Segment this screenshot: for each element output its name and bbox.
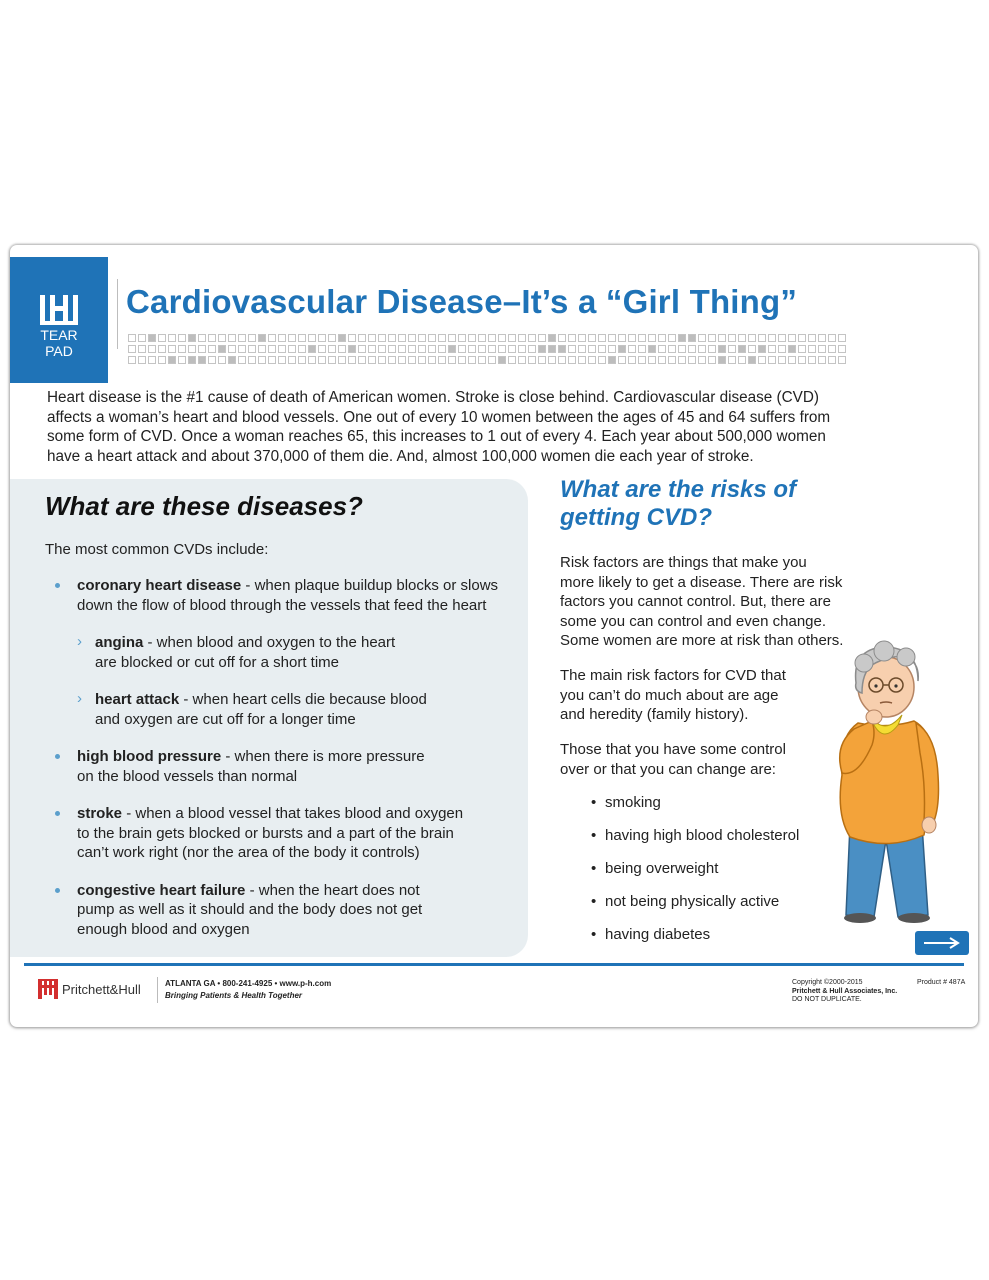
grid-square [439,346,446,353]
next-page-button[interactable] [915,931,969,955]
grid-square [299,357,306,364]
grid-square [529,335,536,342]
grid-square [309,357,316,364]
grid-square [499,346,506,353]
grid-square [129,357,136,364]
bullet-icon [55,754,60,759]
grid-square [719,357,726,364]
grid-square [449,346,456,353]
grid-square [819,335,826,342]
grid-square [459,335,466,342]
grid-square [329,335,336,342]
grid-square [429,335,436,342]
grid-square [599,357,606,364]
diseases-lead: The most common CVDs include: [45,541,269,558]
grid-square [139,335,146,342]
grid-square [299,346,306,353]
grid-square [599,346,606,353]
grid-square [499,357,506,364]
grid-square [199,335,206,342]
grid-square [419,335,426,342]
list-item: coronary heart disease - when plaque buildup blocks or slows down the flow of blood through the vessels that feed the heart [45,576,525,615]
grid-square [469,357,476,364]
grid-square [559,346,566,353]
grid-square [159,357,166,364]
grid-square [499,335,506,342]
grid-square [539,335,546,342]
grid-square [669,346,676,353]
grid-square [389,346,396,353]
risk-list [589,794,799,959]
grid-square [319,357,326,364]
grid-square [179,357,186,364]
grid-square [509,357,516,364]
grid-square [509,335,516,342]
grid-square [379,346,386,353]
grid-square [389,357,396,364]
grid-square [129,335,136,342]
list-item: • having diabetes [591,926,711,943]
grid-square [219,346,226,353]
grid-square [709,357,716,364]
grid-square [609,346,616,353]
disease-list [45,576,525,957]
grid-square [409,346,416,353]
grid-square [699,346,706,353]
grid-square [139,346,146,353]
grid-square [159,346,166,353]
grid-square [799,335,806,342]
grid-square [159,335,166,342]
grid-square [319,335,326,342]
grid-square [189,357,196,364]
grid-square [629,346,636,353]
grid-square [449,357,456,364]
grid-square [629,357,636,364]
grid-square [789,346,796,353]
grid-square [489,346,496,353]
grid-square [559,335,566,342]
grid-square [249,357,256,364]
list-item: congestive heart failure - when the heart does not pump as well as it should and the body does not get enough blood and oxygen [45,881,525,940]
grid-square [819,357,826,364]
grid-square [629,335,636,342]
grid-square [439,357,446,364]
grid-square [229,335,236,342]
grid-square [359,346,366,353]
grid-square [489,357,496,364]
intro-paragraph: Heart disease is the #1 cause of death of American women. Stroke is close behind. Cardiovascular disease (CVD) affects a woman’s heart and blood vessels. One out of every 10 women between the ages of 45 and 64 suffers from some form of CVD. Once a woman reaches 65, this increases to 1 out of every 4. Each year about 500,000 women have a heart attack and about 370,000 of them die. And, almost 100,000 women die each year of stroke. [47,389,831,465]
grid-square [679,335,686,342]
grid-square [269,335,276,342]
grid-square [379,357,386,364]
grid-square [699,335,706,342]
grid-square [549,357,556,364]
grid-square [339,335,346,342]
grid-square [689,335,696,342]
grid-square [549,335,556,342]
grid-square [519,346,526,353]
pritchett-hull-logo-icon [37,977,59,1001]
grid-square [659,335,666,342]
grid-square [479,346,486,353]
grid-square [289,357,296,364]
grid-square [809,346,816,353]
title-divider [117,279,118,349]
arrow-right-icon [922,936,962,950]
grid-square [749,346,756,353]
footer-contact: ATLANTA GA • 800-241-4925 • www.p-h.com Bringing Patients & Health Together [165,979,332,1000]
grid-square [689,346,696,353]
grid-square [739,357,746,364]
grid-square [429,346,436,353]
grid-square [769,346,776,353]
grid-square [399,357,406,364]
grid-square [779,335,786,342]
grid-square [689,357,696,364]
grid-square [199,346,206,353]
list-item: • not being physically active [591,893,780,910]
grid-square [479,357,486,364]
grid-square [799,346,806,353]
grid-square [749,357,756,364]
grid-square [709,346,716,353]
grid-square [589,357,596,364]
grid-square [639,335,646,342]
list-item: › angina - when blood and oxygen to the heart are blocked or cut off for a short time [77,633,396,671]
grid-square [319,346,326,353]
grid-square [639,346,646,353]
grid-square [189,335,196,342]
copyright-notice: Copyright ©2000-2015 Pritchett & Hull Associates, Inc. DO NOT DUPLICATE. [792,979,898,1003]
bullet-icon [55,583,60,588]
grid-square [619,335,626,342]
list-item: • having high blood cholesterol [591,827,800,844]
list-item: stroke - when a blood vessel that takes blood and oxygen to the brain gets blocked or bursts and a part of the brain can’t work right (nor the area of the body it controls) [45,804,525,863]
grid-square [539,357,546,364]
grid-square [449,335,456,342]
grid-square [209,346,216,353]
grid-square [279,346,286,353]
uncontrollable-risks-paragraph: The main risk factors for CVD that you can’t do much about are age and heredity (family history). [560,667,786,723]
footer-divider [24,963,964,966]
grid-square [739,346,746,353]
grid-square [829,335,836,342]
grid-square [269,346,276,353]
grid-square [329,357,336,364]
grid-square [349,335,356,342]
grid-square [219,357,226,364]
grid-square [309,335,316,342]
grid-square [359,357,366,364]
grid-square [589,346,596,353]
grid-square [709,335,716,342]
grid-square [809,357,816,364]
grid-square [249,346,256,353]
grid-square [259,346,266,353]
grid-square [579,346,586,353]
grid-square [239,335,246,342]
grid-square [579,335,586,342]
grid-square [569,335,576,342]
grid-square [479,335,486,342]
grid-square [839,357,846,364]
grid-square [419,357,426,364]
bullet-icon [55,888,60,893]
grid-square [339,346,346,353]
grid-square [409,357,416,364]
grid-square [149,346,156,353]
grid-square [649,357,656,364]
grid-square [229,357,236,364]
grid-square [349,357,356,364]
grid-square [839,346,846,353]
grid-square [179,335,186,342]
grid-square [659,357,666,364]
chevron-right-icon: › [77,633,82,650]
grid-square [729,357,736,364]
grid-square [809,335,816,342]
grid-square [519,357,526,364]
grid-square [679,357,686,364]
grid-square [609,357,616,364]
grid-square [769,335,776,342]
grid-square [369,335,376,342]
grid-square [259,357,266,364]
grid-square [699,357,706,364]
tear-pad-sheet [10,245,978,1027]
list-item: › heart attack - when heart cells die because blood and oxygen are cut off for a longer time [77,690,427,728]
grid-square [419,346,426,353]
chevron-right-icon: › [77,690,82,707]
grid-square [659,346,666,353]
svg-text:TEAR: TEAR [40,327,78,343]
grid-square [209,335,216,342]
decorative-dot-grid [128,334,853,366]
grid-square [569,346,576,353]
controllable-risks-paragraph: Those that you have some control over or that you can change are: [560,741,786,778]
grid-square [839,335,846,342]
grid-square [339,357,346,364]
grid-square [829,357,836,364]
grid-square [719,335,726,342]
grid-square [779,346,786,353]
grid-square [589,335,596,342]
grid-square [429,357,436,364]
grid-square [359,335,366,342]
grid-square [179,346,186,353]
grid-square [759,346,766,353]
grid-square [129,346,136,353]
grid-square [679,346,686,353]
risks-heading: What are the risks of getting CVD? [560,476,797,531]
grid-square [469,335,476,342]
grid-square [459,346,466,353]
grid-square [299,335,306,342]
grid-square [559,357,566,364]
grid-square [399,335,406,342]
grid-square [259,335,266,342]
grid-square [749,335,756,342]
grid-square [759,357,766,364]
grid-square [789,335,796,342]
list-item: high blood pressure - when there is more pressure on the blood vessels than normal [45,747,525,786]
grid-square [329,346,336,353]
grid-square [279,357,286,364]
brand-name: Pritchett&Hull [62,982,141,997]
grid-square [409,335,416,342]
grid-square [539,346,546,353]
grid-square [349,346,356,353]
grid-square [729,335,736,342]
grid-square [169,335,176,342]
grid-square [529,357,536,364]
grid-square [769,357,776,364]
grid-square [639,357,646,364]
grid-square [439,335,446,342]
grid-square [599,335,606,342]
grid-square [149,335,156,342]
grid-square [579,357,586,364]
grid-square [619,357,626,364]
grid-square [269,357,276,364]
thinking-woman-illustration [828,625,948,925]
grid-square [669,357,676,364]
grid-square [549,346,556,353]
grid-square [189,346,196,353]
grid-square [529,346,536,353]
list-item: • smoking [591,794,661,811]
grid-square [169,357,176,364]
grid-square [799,357,806,364]
svg-text:PAD: PAD [45,343,73,359]
list-item: • being overweight [591,860,719,877]
grid-square [239,357,246,364]
diseases-heading: What are these diseases? [45,491,363,521]
grid-square [139,357,146,364]
grid-square [209,357,216,364]
grid-square [509,346,516,353]
grid-square [279,335,286,342]
grid-square [489,335,496,342]
grid-square [369,357,376,364]
bullet-icon [55,811,60,816]
tear-pad-badge [10,257,108,383]
grid-square [829,346,836,353]
grid-square [289,346,296,353]
grid-square [669,335,676,342]
tear-pad-logo-icon [36,291,82,361]
grid-square [469,346,476,353]
grid-square [619,346,626,353]
page-title: Cardiovascular Disease–It’s a “Girl Thing” [126,283,798,320]
grid-square [789,357,796,364]
grid-square [149,357,156,364]
product-number: Product # 487A [917,979,966,986]
grid-square [819,346,826,353]
grid-square [759,335,766,342]
grid-square [719,346,726,353]
grid-square [609,335,616,342]
risk-factors-paragraph: Risk factors are things that make you more likely to get a disease. There are risk factors you cannot control. But, there are some you can control and even change. Some women are more at risk than others. [560,554,844,649]
grid-square [739,335,746,342]
grid-square [779,357,786,364]
grid-square [289,335,296,342]
grid-square [169,346,176,353]
grid-square [369,346,376,353]
grid-square [649,346,656,353]
footer-separator [157,977,158,1003]
grid-square [389,335,396,342]
grid-square [229,346,236,353]
grid-square [219,335,226,342]
grid-square [729,346,736,353]
grid-square [249,335,256,342]
grid-square [239,346,246,353]
grid-square [379,335,386,342]
grid-square [649,335,656,342]
grid-square [399,346,406,353]
grid-square [519,335,526,342]
grid-square [309,346,316,353]
grid-square [199,357,206,364]
grid-square [569,357,576,364]
grid-square [459,357,466,364]
